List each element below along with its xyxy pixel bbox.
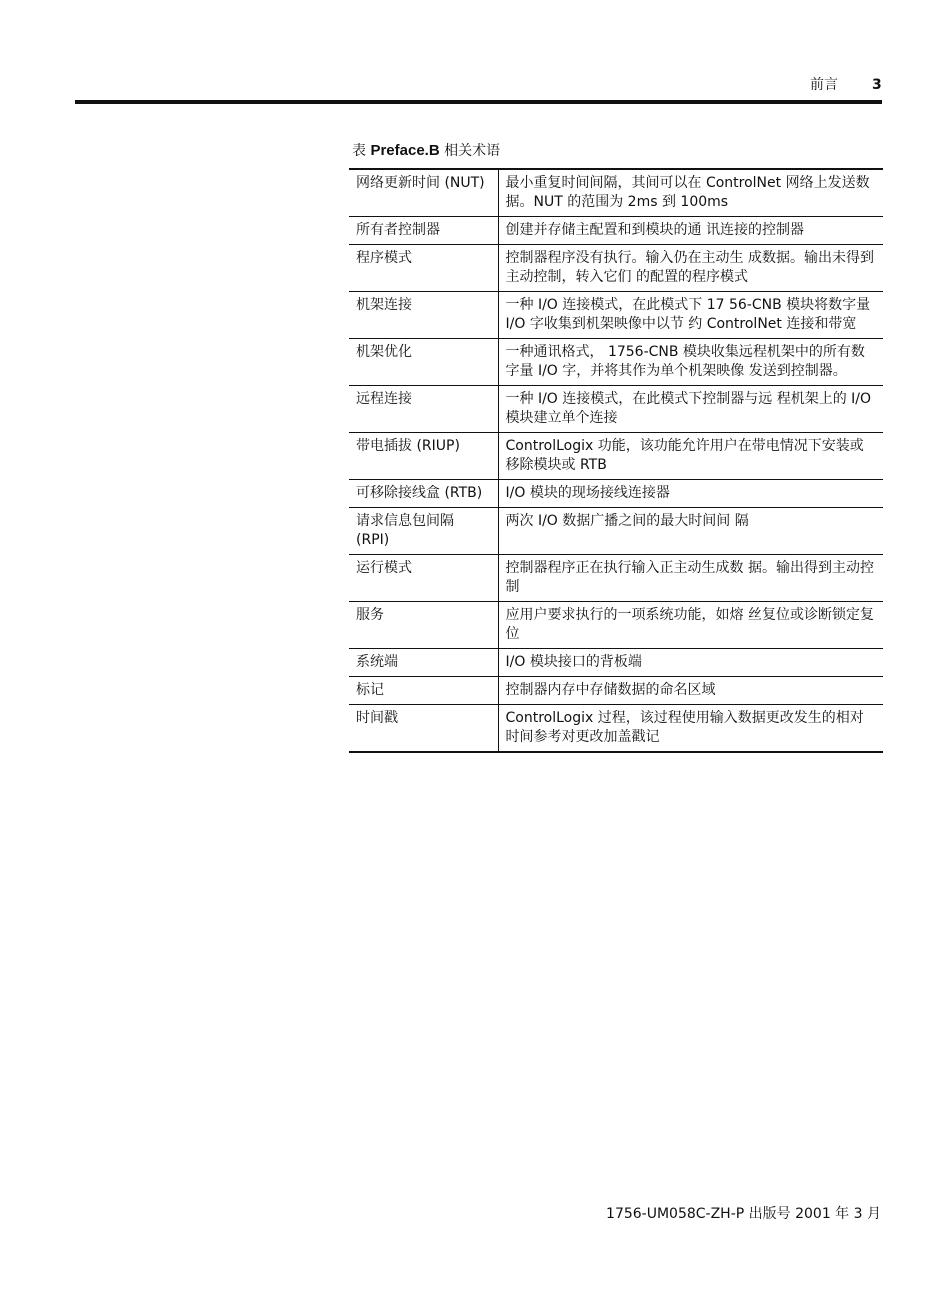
- table-row: [349, 508, 883, 555]
- definition-cell: 控制器程序正在执行输入正主动生成数 据。输出得到主动控制: [498, 555, 883, 602]
- definition-cell: 控制器程序没有执行。输入仍在主动生 成数据。输出未得到主动控制，转入它们 的配置的程序模式: [498, 245, 883, 292]
- term-cell: 标记: [349, 677, 498, 705]
- definition-cell: 一种 I/O 连接模式，在此模式下控制器与远 程机架上的 I/O 模块建立单个连接: [498, 386, 883, 433]
- table-row: [349, 649, 883, 677]
- definition-cell: 两次 I/O 数据广播之间的最大时间间 隔: [498, 508, 883, 555]
- definition-cell: 应用户要求执行的一项系统功能，如熔 丝复位或诊断锁定复位: [498, 602, 883, 649]
- term-cell: 服务: [349, 602, 498, 649]
- term-cell: 可移除接线盒 (RTB): [349, 480, 498, 508]
- table-row: [349, 217, 883, 245]
- term-cell: 运行模式: [349, 555, 498, 602]
- term-cell: 带电插拔 (RIUP): [349, 433, 498, 480]
- publication-footer: 1756-UM058C-ZH-P 出版号 2001 年 3 月: [606, 1206, 881, 1222]
- definition-cell: 最小重复时间间隔，其间可以在 ControlNet 网络上发送数据。NUT 的范围为 2ms 到 100ms: [505, 175, 870, 210]
- page-number: 3: [872, 77, 882, 93]
- definition-cell: 控制器内存中存储数据的命名区域: [498, 677, 883, 705]
- definition-cell: ControlLogix 功能，该功能允许用户在带电情况下安装或移除模块或 RTB: [498, 433, 883, 480]
- definition-cell: 一种通讯格式， 1756-CNB 模块收集远程机架中的所有数字量 I/O 字，并将其作为单个机架映像 发送到控制器。: [498, 339, 883, 386]
- table-row: [349, 677, 883, 705]
- term-cell: 远程连接: [349, 386, 498, 433]
- running-header-section: 前言: [810, 77, 838, 93]
- table-caption-prefix: 表: [352, 143, 371, 159]
- term-cell: 机架优化: [349, 339, 498, 386]
- table-row: [349, 602, 883, 649]
- definition-cell: I/O 模块接口的背板端: [498, 649, 883, 677]
- header-rule: [75, 100, 882, 104]
- table-row: [349, 339, 883, 386]
- term-cell: 程序模式: [349, 245, 498, 292]
- term-cell: 网络更新时间 (NUT): [349, 169, 498, 217]
- definition-cell: I/O 模块的现场接线连接器: [498, 480, 883, 508]
- table-row: [349, 705, 883, 753]
- table-caption-title: 相关术语: [439, 143, 501, 159]
- term-cell: 所有者控制器: [349, 217, 498, 245]
- term-cell: 请求信息包间隔 (RPI): [349, 508, 498, 555]
- table-row: [349, 433, 883, 480]
- definition-cell: ControlLogix 过程，该过程使用输入数据更改发生的相对时间参考对更改加盖戳记: [498, 705, 883, 753]
- table-row: [349, 245, 883, 292]
- terms-table: [349, 168, 883, 753]
- table-caption-id: Preface.B: [370, 142, 440, 159]
- table-row: [349, 555, 883, 602]
- term-cell: 时间戳: [349, 705, 498, 753]
- definition-cell: 一种 I/O 连接模式，在此模式下 17 56-CNB 模块将数字量 I/O 字收集到机架映像中以节 约 ControlNet 连接和带宽: [498, 292, 883, 339]
- table-caption: [352, 142, 500, 160]
- table-row: [349, 386, 883, 433]
- table-row: [349, 480, 883, 508]
- term-cell: 机架连接: [349, 292, 498, 339]
- table-row: [349, 292, 883, 339]
- table-row: [349, 169, 883, 217]
- definition-cell: 创建并存储主配置和到模块的通 讯连接的控制器: [498, 217, 883, 245]
- term-cell: 系统端: [349, 649, 498, 677]
